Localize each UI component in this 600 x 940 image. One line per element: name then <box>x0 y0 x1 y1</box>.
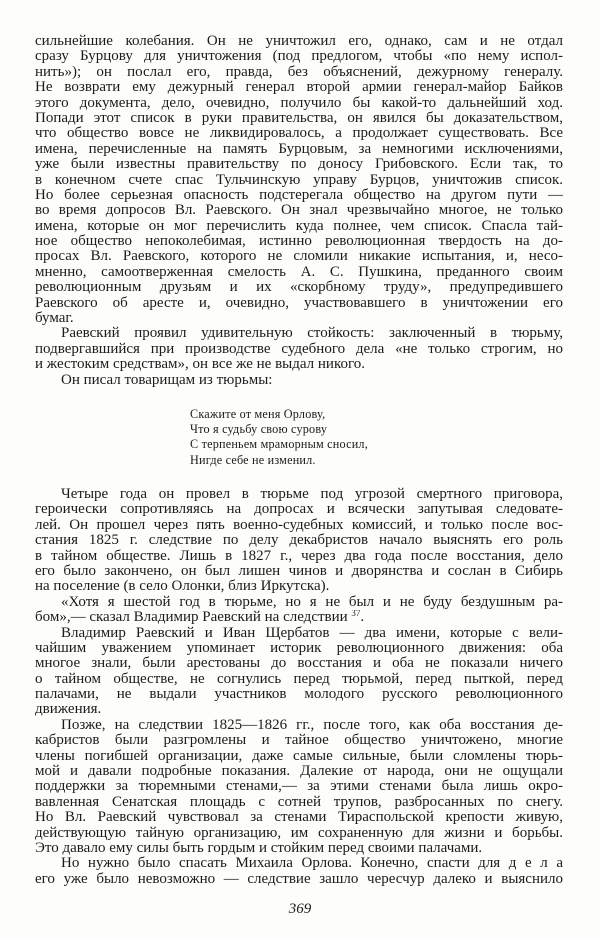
poem-line: Скажите от меня Орлову, <box>190 407 326 421</box>
poem-line: Что я судьбу свою сурову <box>190 422 328 437</box>
line-text: Но более серьезная опасность подстерегала общество на другом пути — <box>35 187 563 203</box>
text-line <box>35 626 563 641</box>
line-text: нить»); он послал его, правда, без объяснений, дежурному генералу. <box>35 64 563 80</box>
text-line <box>35 810 563 825</box>
text-block-lower <box>35 487 563 887</box>
text-line <box>35 280 563 295</box>
text-line <box>35 34 563 49</box>
line-text: движения. <box>35 702 102 718</box>
text-line <box>35 487 563 502</box>
line-text: Владимир Раевский и Иван Щербатов — два имени, которые с вели- <box>61 625 563 641</box>
text-line <box>35 872 563 887</box>
poem-quote <box>190 407 368 468</box>
text-line <box>35 342 563 357</box>
line-text: что общество вовсе не ликвидировалось, а продолжает существовать. Все <box>35 126 563 142</box>
text-line <box>35 672 563 687</box>
line-text: вавленная Сенатская площадь с сотней трупов, разбросанных по снегу. <box>35 794 563 810</box>
line-text: в конечном счете спас Тульчинскую управу Бурцов, уничтожив список. <box>35 172 563 188</box>
line-text: члены погибшей организации, даже самые сильные, были сломлены тюрь- <box>35 748 563 764</box>
text-line <box>35 311 563 326</box>
text-line <box>35 779 563 794</box>
line-text: и жестоким средствам», он все же не выдал никого. <box>35 357 365 373</box>
text-block-upper <box>35 34 563 388</box>
text-line <box>35 296 563 311</box>
line-text: героически сопротивляясь на допросах и всячески запутывая следовате- <box>35 502 563 518</box>
line-text: Он писал товарищам из тюрьмы: <box>61 372 273 388</box>
text-line <box>35 841 563 856</box>
line-text: Но Вл. Раевский чувствовал за стенами Тираспольской крепости живую, <box>35 810 563 826</box>
text-line <box>35 96 563 111</box>
line-text: этого документа, дело, очевидно, получило бы какой-то дальнейший ход. <box>35 95 563 111</box>
line-text: бумаг. <box>35 311 74 327</box>
poem-line: Нигде себе не изменил. <box>190 452 316 467</box>
text-line <box>35 579 563 594</box>
text-line <box>35 265 563 280</box>
text-line <box>35 656 563 671</box>
line-text: уже были известны правительству по доносу Грибовского. Если так, то <box>35 157 563 173</box>
text-line <box>35 687 563 702</box>
text-line <box>35 326 563 341</box>
text-line <box>35 203 563 218</box>
line-text: революционным друзьям и их «скорбному труду», предупредившего <box>35 280 563 296</box>
text-line <box>35 49 563 64</box>
poem-line: С терпеньем мраморным сносил, <box>190 437 368 452</box>
line-text: его было закончено, он был лишен чинов и дворянства и сослан в Сибирь <box>35 563 563 579</box>
line-text: «Хотя я шестой год в тюрьме, но я не был и не буду бездушным ра- <box>61 594 563 610</box>
line-text: имена, перечисленные на память Бурцовым, за немногими исключениями, <box>35 141 563 157</box>
line-text: мненно, самоотверженная смелость А. С. Пушкина, преданного своим <box>35 264 563 280</box>
line-text: лей. Он прошел через пять военно-судебных комиссий, и только после вос- <box>35 517 563 533</box>
text-line <box>35 142 563 157</box>
line-text: в тайном обществе. Лишь в 1827 г., через два года после восстания, дело <box>35 548 563 564</box>
text-line <box>35 549 563 564</box>
line-text: его уже было невозможно — следствие зашло чересчур далеко и выяснило <box>35 871 563 887</box>
line-text: Раевский проявил удивительную стойкость: заключенный в тюрьму, <box>61 326 563 342</box>
line-text: мой и давали подробные показания. Далекие от народа, они не ощущали <box>35 764 563 780</box>
text-line <box>35 126 563 141</box>
text-line <box>35 502 563 517</box>
text-line <box>35 733 563 748</box>
line-text: ное общество непоколебимая, истинно революционная твердость на до- <box>35 234 563 250</box>
text-line <box>35 795 563 810</box>
text-line <box>35 595 563 610</box>
text-line <box>35 373 563 388</box>
line-text: сразу Бурцову для уничтожения (под предлогом, чтобы «по нему испол- <box>35 49 563 65</box>
page-number: 369 <box>288 901 312 917</box>
text-line <box>35 610 563 625</box>
text-line <box>35 219 563 234</box>
text-line <box>35 157 563 172</box>
line-text: на поселение (в село Олонки, близ Иркутска). <box>35 579 330 595</box>
line-text: стания 1825 г. следствие по делу декабристов начало выяснять его роль <box>35 533 563 549</box>
line-text: кабристов были разгромлены и тайное общество уничтожено, многие <box>35 733 563 749</box>
line-text: о тайном обществе, не согнулись перед тюрьмой, перед пыткой, перед <box>35 671 563 687</box>
line-text: Четыре года он провел в тюрьме под угрозой смертного приговора, <box>61 487 563 502</box>
line-text: Попади этот список в руки правительства, он явился бы доказательством, <box>35 110 563 126</box>
line-text: во время допросов Вл. Раевского. Он знал чрезвычайно многое, не только <box>35 203 563 219</box>
text-line <box>35 357 563 372</box>
line-text: имена, которые он мог перечислить куда полнее, чем список. Спасла тай- <box>35 218 563 234</box>
line-text: просах Вл. Раевского, которого не сломили никакие испытания, и, несо- <box>35 249 563 265</box>
line-tail: . <box>360 610 365 626</box>
line-text: Раевского об аресте и, очевидно, участвовавшего в уничтожении его <box>35 295 563 311</box>
line-text: чайшим уважением упоминает историк революционного движения: оба <box>35 640 563 656</box>
text-line <box>35 111 563 126</box>
text-line <box>35 173 563 188</box>
line-text: бом»,— сказал Владимир Раевский на следствии <box>35 610 348 626</box>
text-line <box>35 641 563 656</box>
line-text: действующую тайную организацию, им сохраненную для жизни и борьбы. <box>35 825 563 841</box>
text-line <box>35 718 563 733</box>
footnote-marker: 37 <box>351 610 361 619</box>
text-line <box>35 65 563 80</box>
text-line <box>35 826 563 841</box>
line-text: Позже, на следствии 1825—1826 гг., после того, как оба восстания де- <box>61 717 563 733</box>
text-line <box>35 702 563 717</box>
line-text: многое знали, были арестованы до восстания и оба не показали ничего <box>35 656 563 672</box>
line-text: подвергавшийся при производстве судебного дела «не только строгим, но <box>35 341 563 357</box>
line-text: палачами, не выдали участников молодого русского революционного <box>35 687 563 703</box>
line-text: Это давало ему силы быть гордым и стойким перед своими палачами. <box>35 840 483 856</box>
text-line <box>35 234 563 249</box>
line-text: Но нужно было спасать Михаила Орлова. Конечно, спасти для д е л а <box>61 856 563 872</box>
line-text: Не возврати ему дежурный генерал второй армии генерал-майор Байков <box>35 80 563 96</box>
text-line <box>35 80 563 95</box>
text-line <box>35 533 563 548</box>
text-line <box>35 564 563 579</box>
text-line <box>35 764 563 779</box>
line-text: сильнейшие колебания. Он не уничтожил его, однако, сам и не отдал <box>35 34 563 49</box>
line-text: поддержки за тюремными стенами,— за этими стенами была лишь окро- <box>35 779 563 795</box>
text-line <box>35 188 563 203</box>
text-line <box>35 856 563 871</box>
text-line <box>35 749 563 764</box>
text-line <box>35 249 563 264</box>
text-line <box>35 518 563 533</box>
